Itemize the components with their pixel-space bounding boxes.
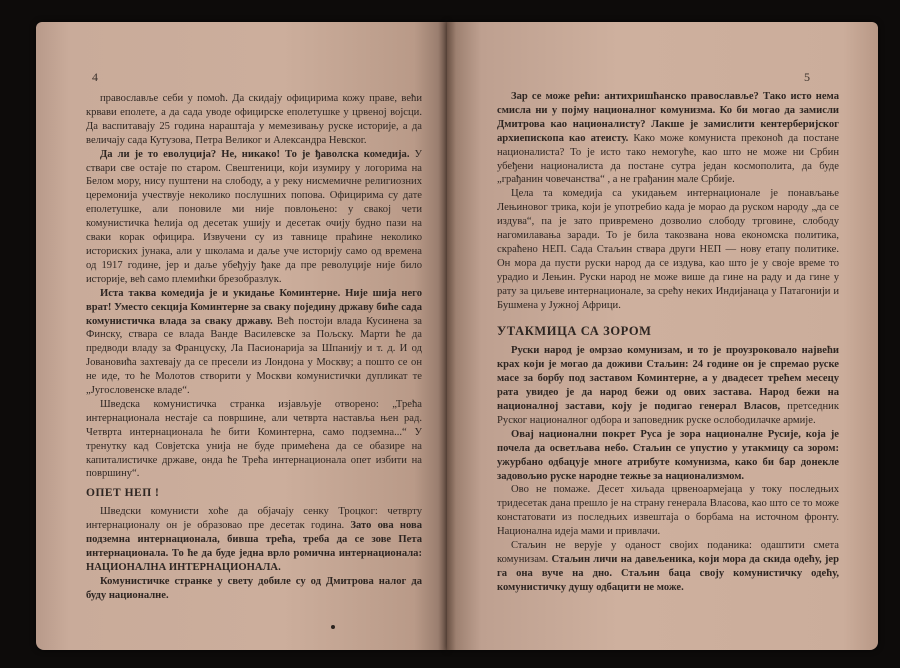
page-dot-mark <box>331 625 335 629</box>
paragraph: Ово не помаже. Десет хиљада црвеноармејаца у току последњих тридесетак дана прешло је на страну генерала Власова, као што се то може констатовати из последњих извештаја о борбама на источном фронту. Национална идеја мами и привлачи. <box>497 484 839 538</box>
right-page <box>447 22 878 650</box>
paragraph: Комунистичке странке у свету добиле су од Дмитрова налог да буду националне. <box>86 575 422 601</box>
paragraph: Овај национални покрет Руса је зора националне Русије, која је почела да осветљава небо. Стаљин се упустио у утакмицу са зором: ужурбано одбацује многе атрибуте комунизма, како би бар донекле задовољио руске народне тежње за национализмом. <box>497 428 839 482</box>
paragraph: Зар се може рећи: антихришћанско православље? Тако исто нема смисла ни у појму националног комунизма. Ко би могао да замисли Дмитрова као националисту? Лакше је замислити кентерберијског архиепископа као атеисту. Како може комуниста преконоћ да постане националиста? То је исто тако немогуће, као што не може ни Србин убеђени националиста да постане сутра један космополита, да буде „грађанин човечанства“ , а не грађанин мале Србије. <box>497 91 839 186</box>
section-heading-dawn: УТАКМИЦА СА ЗОРОМ <box>497 323 652 338</box>
section-heading-nep: ОПЕТ НЕП ! <box>86 487 160 500</box>
left-page <box>36 22 447 650</box>
page-number-right: 5 <box>804 70 810 84</box>
paragraph: Шведски комунисти хоће да објачају сенку Троцког: четврту интернационалу он је образовао пре десетак година. Зато ова нова подземна интернационала, бивша трећа, треба да се зове Пета интернационала. То ће да буде једна врло ромична интернационала: НАЦИОНАЛНА ИНТЕРНАЦИОНАЛА. <box>86 506 422 573</box>
right-page-text <box>497 90 839 595</box>
paragraph: Да ли је то еволуција? Не, никако! То је ђаволска комедија. У ствари све остаје по старом. Свештеници, који изумиру у логорима на Белом мору, нису пуштени на слободу, а у реку нисмемичне религиозних церемонија учествује неколико послушних попова. Официрима су дате еполетушке, али поновиле ми није повлоњено: у свакој чети комунистичка ћелија од десетак ушију и десетак очију будно пази на сваки корак официра. Извучени су из тавнице праћине неколико историских јунака, али у школама и даље уче историју само од времена од 1917 године, јер и даље убеђују ђаке да пре револуције није било историје, већ само племићки брезобразлук. <box>86 148 422 285</box>
left-page-text <box>86 92 422 603</box>
paragraph: Стаљин не верује у оданост својих поданика: одаштити смета комунизам. Стаљин личи на давељеника, који мора да скида одећу, јер га она вуче на дно. Стаљин баца своју комунистичку одећу, комунистичку душу одбацити не може. <box>497 540 839 593</box>
paragraph: Руски народ је омрзао комунизам, и то је проузроковало највећи крах који је могао да доживи Стаљин: 24 године он је спремао руске масе за борбу под заставом Коминтерне, а у двадесет трећем месецу рата увидео је да народ бежи од ових застава. Народ бежи на националној застави, коју је подигао генерал Власов, претседник Руског националног одбора и заповедник руске ослободилачке армије. <box>497 345 839 426</box>
paragraph: Иста таква комедија је и укидање Коминтерне. Није шија него врат! Уместо секција Коминтерне за сваку поједину државу биће сада комунистичка влада за сваку државу. Већ постоји влада Кусинена за Финску, ствара се влада Ванде Василевске за Пољску. Марти ће да предводи владу за Француску, Ла Пасионарија за Шпанију и т. д. И од Јовановића захтевају да се пресели из Лондона у Москву; а пошто се он не иде, то ће Молотов створити у Москви комунистички дупликат те „Југословенске владе“. <box>86 287 422 397</box>
paragraph: Шведска комунистичка странка изјављује отворено: „Трећа интернационала нестаје са површине, али четврта наставља њен рад. Четврта интернационала ће бити Коминтерна, само подземна...“ У тренутку кад Совјетска унија не буде примећена да се обазире на капиталистичке државе, онда ће Трећа интернационала опет избити на површину“. <box>86 398 422 480</box>
book-gutter <box>438 22 456 650</box>
open-booklet <box>36 22 878 650</box>
page-number-left: 4 <box>92 70 98 84</box>
paragraph: православље себи у помоћ. Да скидају официрима кожу праве, већи крвави еполете, а да сада уводе официрске еполетушке у црвеној војсци. Да васпитавају 25 година нараштаја у мемезивању руске историје, а да величају сада Кутузова, Петра Великог и Александра Невског. <box>86 93 422 146</box>
paragraph: Цела та комедија са укидањем интернационале је понављање Лењиновог трика, који је употребио када је морао да руском народу „да се издува“, па је зато привремено дозволио слободу трговине, слободу нагомилавања заради. То је била такозвана нова економска политика, скраћено НЕП. Сада Стаљин ствара други НЕП — нову етапу политике. Он мора да пусти руски народ да се издува, као што је у своје време то урадио и Лењин. Руски народ не може више да гине на раду и да гине у рату за циљеве интернационале, за срећу неких Индијанаца у Патагонији и Бушмена у Јужној Африци. <box>497 188 839 311</box>
